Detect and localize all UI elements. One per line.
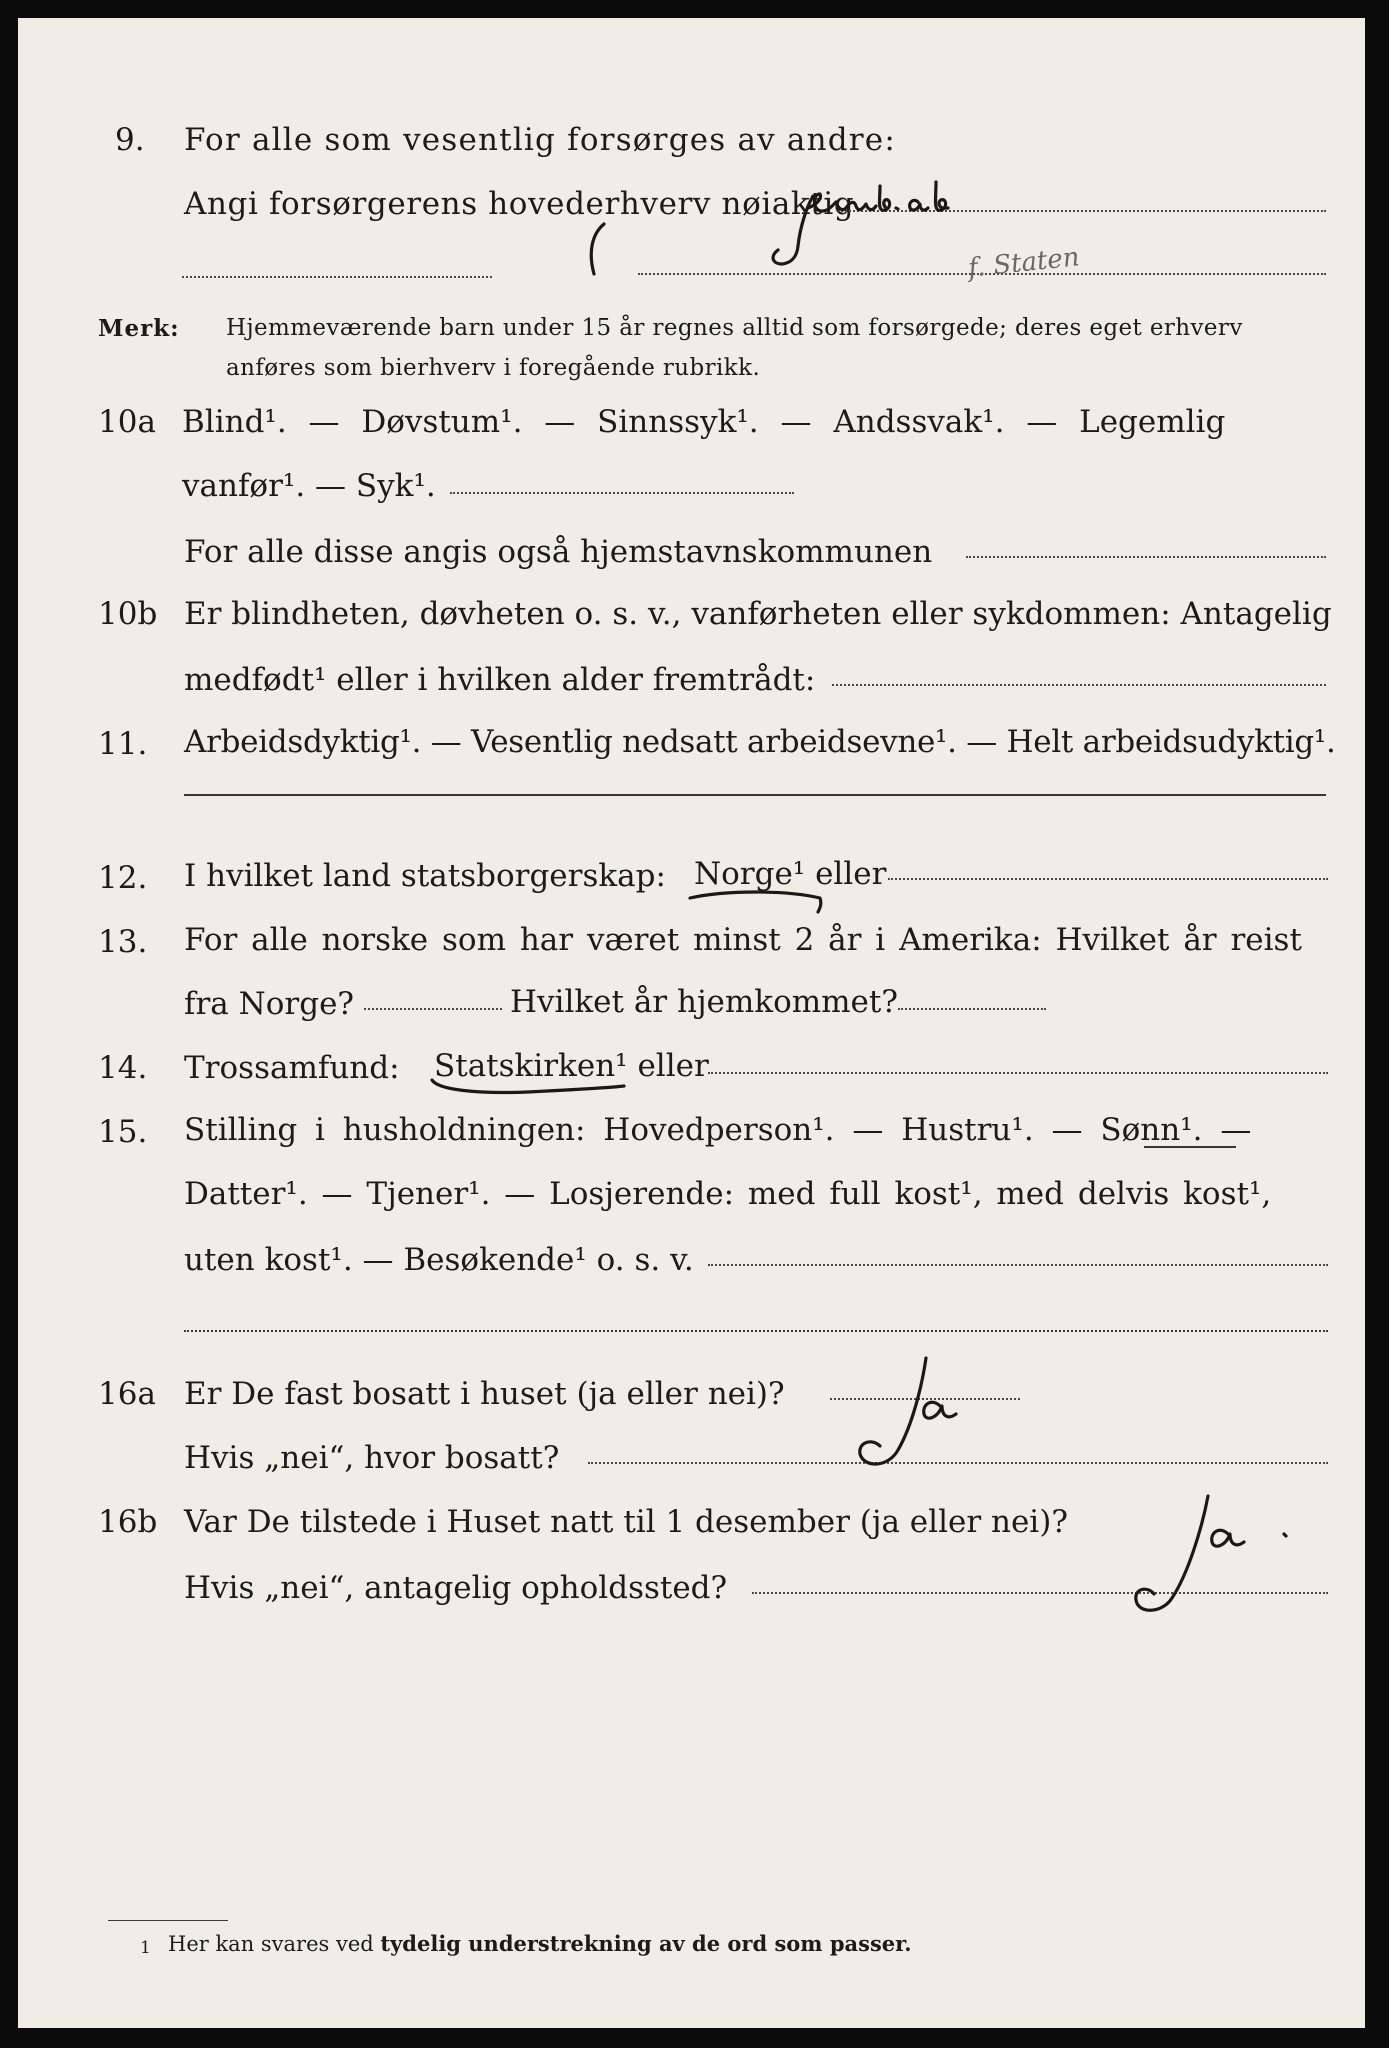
q9-number: 9. bbox=[115, 122, 145, 158]
q16b-line2: Hvis „nei“, antagelig opholdssted? bbox=[184, 1570, 728, 1606]
q14-line1: Trossamfund: bbox=[184, 1050, 400, 1086]
q10b-line1: Er blindheten, døvheten o. s. v., vanførheten eller sykdommen: Antagelig bbox=[184, 596, 1332, 632]
q15-extra-line bbox=[184, 1330, 1328, 1332]
q9-line2: Angi forsørgerens hovederhverv nøiaktig bbox=[184, 186, 855, 222]
q15-son-underline bbox=[1144, 1146, 1236, 1148]
q13-return-year-line bbox=[898, 1008, 1046, 1010]
q10b-answer-line bbox=[832, 684, 1326, 686]
q16b-handwritten-answer bbox=[1088, 1488, 1308, 1628]
census-form-page bbox=[18, 18, 1365, 2028]
q11-line1: Arbeidsdyktig¹. — Vesentlig nedsatt arbeidsevne¹. — Helt arbeidsudyktig¹. bbox=[184, 724, 1336, 760]
q9-answer-line-2a bbox=[182, 276, 492, 278]
footnote-text bbox=[168, 1924, 912, 1964]
q12-answer: Norge¹ eller bbox=[694, 856, 887, 892]
q10a-line3: For alle disse angis også hjemstavnskommunen bbox=[184, 534, 933, 570]
q10a-number: 10a bbox=[98, 404, 156, 440]
q16a-handwritten-answer bbox=[828, 1346, 1028, 1476]
q12-line1: I hvilket land statsborgerskap: bbox=[184, 858, 666, 894]
q15-line2: Datter¹. — Tjener¹. — Losjerende: med full kost¹, med delvis kost¹, bbox=[184, 1176, 1272, 1212]
q13-line1: For alle norske som har været minst 2 år i Amerika: Hvilket år reist bbox=[184, 922, 1302, 958]
merk-line2: anføres som bierhverv i foregående rubrikk. bbox=[226, 355, 761, 381]
q16a-number: 16a bbox=[98, 1376, 156, 1412]
merk-line1: Hjemmeværende barn under 15 år regnes alltid som forsørgede; deres eget erhverv bbox=[226, 315, 1243, 341]
q15-answer-line bbox=[708, 1264, 1328, 1266]
q10a-line1: Blind¹. — Døvstum¹. — Sinnssyk¹. — Andssvak¹. — Legemlig bbox=[182, 404, 1226, 440]
q14-answer: Statskirken¹ eller bbox=[434, 1048, 709, 1084]
footnote-separator bbox=[108, 1920, 228, 1921]
q16b-line1: Var De tilstede i Huset natt til 1 desember (ja eller nei)? bbox=[184, 1504, 1068, 1540]
q10a-line2: vanfør¹. — Syk¹. bbox=[182, 468, 436, 504]
q16a-line2: Hvis „nei“, hvor bosatt? bbox=[184, 1440, 560, 1476]
q11-answer-line bbox=[184, 794, 1326, 796]
footnote-mark: 1 bbox=[140, 1938, 151, 1958]
q14-underline-mark bbox=[428, 1074, 628, 1102]
q10a-municipality-line bbox=[966, 556, 1326, 558]
q12-underline-mark bbox=[686, 886, 826, 916]
q9-handwritten-note: f. Staten bbox=[966, 242, 1081, 284]
q9-line1: For alle som vesentlig forsørges av andre: bbox=[184, 122, 896, 158]
q14-answer-line bbox=[708, 1072, 1328, 1074]
q9-bracket bbox=[578, 220, 618, 280]
q9-handwritten-answer bbox=[748, 168, 1168, 278]
q13-number: 13. bbox=[98, 924, 148, 960]
q10b-line2: medfødt¹ eller i hvilken alder fremtrådt: bbox=[184, 662, 816, 698]
q11-number: 11. bbox=[98, 726, 148, 762]
q13-left-year-line bbox=[364, 1008, 502, 1010]
q13-line2a: fra Norge? bbox=[184, 986, 355, 1022]
q15-line1: Stilling i husholdningen: Hovedperson¹. — Hustru¹. — Sønn¹. — bbox=[184, 1112, 1252, 1148]
q15-line3: uten kost¹. — Besøkende¹ o. s. v. bbox=[184, 1242, 694, 1278]
merk-label: Merk: bbox=[98, 315, 180, 342]
q16b-number: 16b bbox=[98, 1504, 158, 1540]
q10b-number: 10b bbox=[98, 596, 158, 632]
q10a-sick-line bbox=[450, 492, 794, 494]
q15-number: 15. bbox=[98, 1114, 148, 1150]
q12-number: 12. bbox=[98, 860, 148, 896]
q14-number: 14. bbox=[98, 1050, 148, 1086]
footnote-text-regular: Her kan svares ved bbox=[168, 1932, 381, 1956]
footnote-text-bold: tydelig understrekning av de ord som passer. bbox=[380, 1931, 912, 1956]
q12-answer-line bbox=[888, 878, 1328, 880]
q13-line2b: Hvilket år hjemkommet? bbox=[510, 984, 898, 1020]
q16a-line1: Er De fast bosatt i huset (ja eller nei)? bbox=[184, 1376, 785, 1412]
